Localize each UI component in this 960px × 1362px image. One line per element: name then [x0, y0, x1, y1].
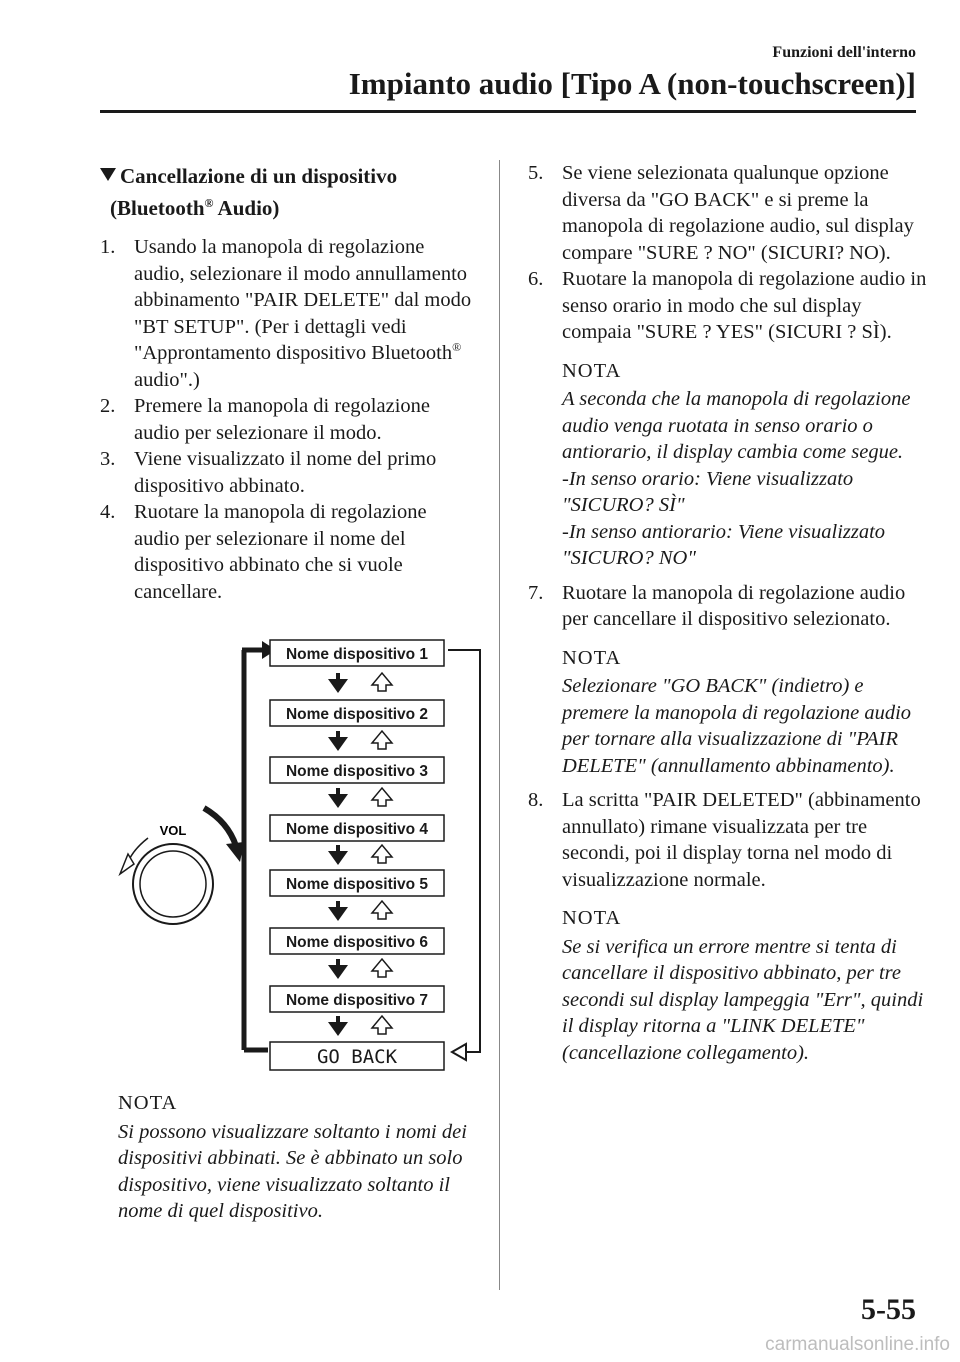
svg-text:Nome dispositivo 5: Nome dispositivo 5	[285, 876, 429, 893]
left-column	[100, 160, 475, 605]
svg-text:Nome dispositivo 3: Nome dispositivo 3	[285, 763, 429, 780]
list-item	[270, 640, 444, 666]
right-column	[528, 160, 928, 1074]
list-item	[270, 700, 444, 726]
list-item	[270, 986, 444, 1012]
svg-text:GO BACK: GO BACK	[316, 1046, 398, 1068]
loop-arrow-left-icon	[452, 1044, 466, 1060]
column-divider	[499, 160, 500, 1290]
svg-text:Nome dispositivo 6: Nome dispositivo 6	[285, 934, 429, 951]
down-arrow-icon	[328, 1022, 348, 1036]
list-item: 2. Premere la manopola di regolazione audio per selezionare il modo.	[100, 395, 430, 444]
down-arrow-icon	[328, 737, 348, 751]
up-arrow-icon	[372, 845, 392, 863]
section-heading: Cancellazione di un dispositivo (Bluetooth® Audio)	[100, 160, 475, 224]
list-item: 8. La scritta "PAIR DELETED" (abbinamento annullato) rimane visualizzata per tre secondi, poi il display torna nel modo di visualizzazione normale.	[528, 789, 921, 891]
list-item: 3. Viene visualizzato il nome del primo dispositivo abbinato.	[100, 448, 437, 497]
up-arrow-icon	[372, 731, 392, 749]
right-loop-line	[448, 650, 480, 1052]
down-arrow-icon	[328, 794, 348, 808]
svg-text:Nome dispositivo 1: Nome dispositivo 1	[285, 646, 429, 663]
diagram-svg	[100, 630, 490, 1080]
list-item	[270, 928, 444, 954]
header-rule	[100, 110, 916, 113]
device-list	[270, 640, 444, 1070]
watermark: carmanualsonline.info	[765, 1334, 950, 1355]
svg-text:Nome dispositivo 4: Nome dispositivo 4	[285, 821, 429, 838]
triangle-bullet-icon	[100, 168, 116, 181]
note-1: NOTA A seconda che la manopola di regolazione audio venga ruotata in senso orario o antiorario, il display cambia come segue. -In senso orario: Viene visualizzato "SICURO? SÌ" -In senso antiorario: Viene visualizzato "SICURO? NO"	[562, 359, 911, 569]
list-item	[270, 815, 444, 841]
down-arrow-icon	[328, 679, 348, 693]
note-left	[118, 1090, 488, 1225]
go-back-item	[270, 1042, 444, 1070]
up-arrow-icon	[372, 901, 392, 919]
up-arrow-icon	[372, 959, 392, 977]
list-item: 7. Ruotare la manopola di regolazione audio per cancellare il dispositivo selezionato.	[528, 581, 906, 630]
note-text: Si possono visualizzare soltanto i nomi dei dispositivi abbinati. Se è abbinato un solo dispositivo, viene visualizzato soltanto il nome di quel dispositivo.	[118, 1120, 467, 1222]
device-selection-diagram	[100, 630, 490, 1080]
page-title: Impianto audio [Tipo A (non-touchscreen)]	[348, 66, 916, 101]
steps-list-left	[100, 234, 475, 605]
down-arrow-icon	[328, 907, 348, 921]
list-item	[270, 757, 444, 783]
knob-label: VOL	[159, 823, 187, 838]
note-label: NOTA	[118, 1092, 178, 1114]
page-number: 5-55	[861, 1293, 916, 1326]
clockwise-arrow-icon	[204, 808, 236, 846]
list-item: 5. Se viene selezionata qualunque opzione diversa da "GO BACK" e si preme la manopola di regolazione audio, sul display compare "SURE ? NO" (SICURI? NO).	[528, 162, 914, 264]
note-3: NOTA Se si verifica un errore mentre si tenta di cancellare il dispositivo abbinato, per tre secondi sul display lampeggia "Err", quindi il display ritorna a "LINK DELETE" (cancellazione collegamento).	[562, 907, 924, 1064]
svg-text:Nome dispositivo 7: Nome dispositivo 7	[285, 992, 429, 1009]
up-arrow-icon	[372, 788, 392, 806]
direction-arrows	[328, 673, 392, 1036]
up-arrow-icon	[372, 1016, 392, 1034]
list-item: 1. Usando la manopola di regolazione audio, selezionare il modo annullamento abbinamento "PAIR DELETE" dal modo "BT SETUP". (Per i dettagli vedi "Approntamento dispositivo Bluetooth® audio".)	[100, 236, 472, 391]
note-2: NOTA Selezionare "GO BACK" (indietro) e premere la manopola di regolazione audio per tornare alla visualizzazione di "PAIR DELETE" (annullamento abbinamento).	[562, 646, 912, 777]
down-arrow-icon	[328, 965, 348, 979]
down-arrow-icon	[328, 851, 348, 865]
list-item: 6. Ruotare la manopola di regolazione audio in senso orario in modo che sul display compaia "SURE ? YES" (SICURI ? SÌ).	[528, 268, 927, 343]
up-arrow-icon	[372, 673, 392, 691]
header-section: Funzioni dell'interno	[772, 44, 916, 61]
svg-text:Nome dispositivo 2: Nome dispositivo 2	[285, 706, 429, 723]
list-item	[270, 870, 444, 896]
list-item: 4. Ruotare la manopola di regolazione audio per selezionare il nome del dispositivo abbinato che si vuole cancellare.	[100, 501, 427, 603]
